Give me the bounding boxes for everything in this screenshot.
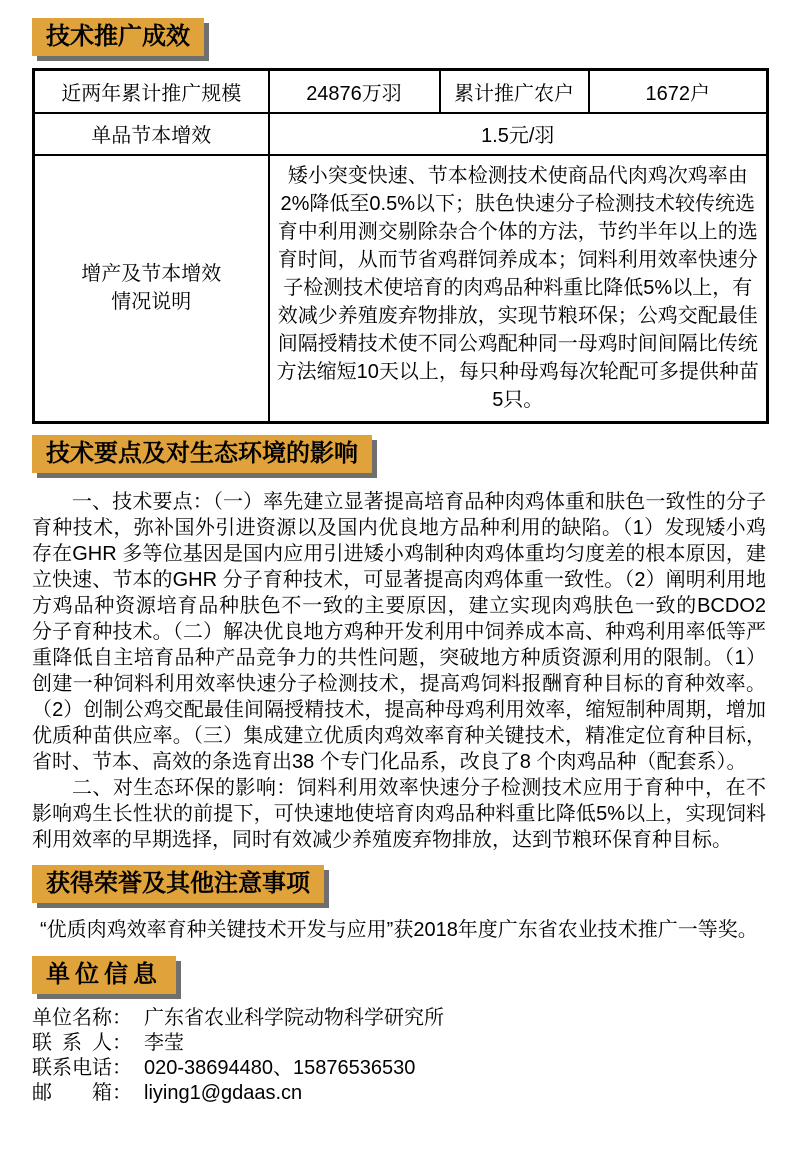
- unit-field-email: [32, 1081, 766, 1106]
- unit-name-value: 广东省农业科学院动物科学研究所: [144, 1007, 444, 1029]
- benefit-label-line2: 情况说明: [111, 291, 192, 314]
- unit-name-label: 单位名称：: [32, 1007, 132, 1029]
- unit-phone-value: 020-38694480、15876536530: [144, 1057, 416, 1079]
- unit-info-list: [32, 1006, 766, 1106]
- unit-field-contact: [32, 1031, 766, 1056]
- benefit-label-line1: 增产及节本增效: [81, 263, 222, 286]
- cell-benefit-label: [34, 155, 269, 423]
- unit-field-phone: [32, 1056, 766, 1081]
- unit-contact-label: 联 系 人：: [32, 1032, 132, 1054]
- cell-households-value: 1672户: [589, 70, 768, 113]
- unit-field-name: [32, 1006, 766, 1031]
- section-badge-keypoints: 技术要点及对生态环境的影响: [32, 435, 372, 473]
- paragraph-honor: “优质肉鸡效率育种关键技术开发与应用”获2018年度广东省农业技术推广一等奖。: [40, 919, 758, 941]
- section-badge-promotion: 技术推广成效: [32, 18, 204, 56]
- unit-email-value: liying1@gdaas.cn: [144, 1082, 303, 1104]
- unit-contact-value: 李莹: [144, 1032, 184, 1054]
- section-badge-unit: 单位信息: [32, 956, 176, 994]
- section-keypoints: [32, 435, 766, 473]
- section-badge-honors: 获得荣誉及其他注意事项: [32, 865, 324, 903]
- cell-households-label: 累计推广农户: [440, 70, 589, 113]
- table-row-saving: [34, 113, 768, 155]
- promotion-table: [32, 68, 769, 424]
- table-row-scale: [34, 70, 768, 113]
- unit-email-label: 邮 箱：: [32, 1082, 132, 1104]
- section-unit: [32, 956, 766, 994]
- keypoints-body: [32, 489, 766, 853]
- cell-saving-value: 1.5元/羽: [269, 113, 768, 155]
- unit-phone-label: 联系电话：: [32, 1057, 132, 1079]
- section-honors: [32, 865, 766, 903]
- cell-scale-label: 近两年累计推广规模: [34, 70, 269, 113]
- section-promotion: [32, 18, 766, 56]
- cell-saving-label: 单品节本增效: [34, 113, 269, 155]
- paragraph-tech-points: 一、技术要点：（一）率先建立显著提高培育品种肉鸡体重和肤色一致性的分子育种技术，弥补国外引进资源以及国内优良地方品种利用的缺陷。（1）发现矮小鸡存在GHR 多等位基因是国内应用引进矮小鸡制种肉鸡体重均匀度差的根本原因，建立快速、节本的GHR 分子育种技术，可显著提高肉鸡体重一致性。（2）阐明利用地方鸡品种资源培育品种肤色不一致的主要原因，建立实现肉鸡肤色一致的BCDO2 分子育种技术。（二）解决优良地方鸡种开发利用中饲养成本高、种鸡利用率低等严重降低自主培育品种产品竞争力的共性问题，突破地方种质资源利用的限制。（1）创建一种饲料利用效率快速分子检测技术，提高鸡饲料报酬育种目标的育种效率。（2）创制公鸡交配最佳间隔授精技术，提高种母鸡利用效率，缩短制种周期，增加优质种苗供应率。（三）集成建立优质肉鸡效率育种关键技术，精准定位育种目标，省时、节本、高效的条选育出38 个专门化品系，改良了8 个肉鸡品种（配套系）。: [32, 491, 766, 773]
- cell-scale-value: 24876万羽: [269, 70, 440, 113]
- table-row-benefit: [34, 155, 768, 423]
- cell-benefit-description: 矮小突变快速、节本检测技术使商品代肉鸡次鸡率由2%降低至0.5%以下；肤色快速分子检测技术较传统选育中利用测交剔除杂合个体的方法，节约半年以上的选育时间，从而节省鸡群饲养成本；饲料利用效率快速分子检测技术使培育的肉鸡品种料重比降低5%以上，有效减少养殖废弃物排放，实现节粮环保；公鸡交配最佳间隔授精技术使不同公鸡配种同一母鸡时间间隔比传统方法缩短10天以上，每只种母鸡每次轮配可多提供种苗5只。: [269, 155, 768, 423]
- paragraph-eco-impact: 二、对生态环保的影响：饲料利用效率快速分子检测技术应用于育种中，在不影响鸡生长性状的前提下，可快速地使培育肉鸡品种料重比降低5%以上，实现饲料利用效率的早期选择，同时有效减少养殖废弃物排放，达到节粮环保育种目标。: [32, 777, 766, 851]
